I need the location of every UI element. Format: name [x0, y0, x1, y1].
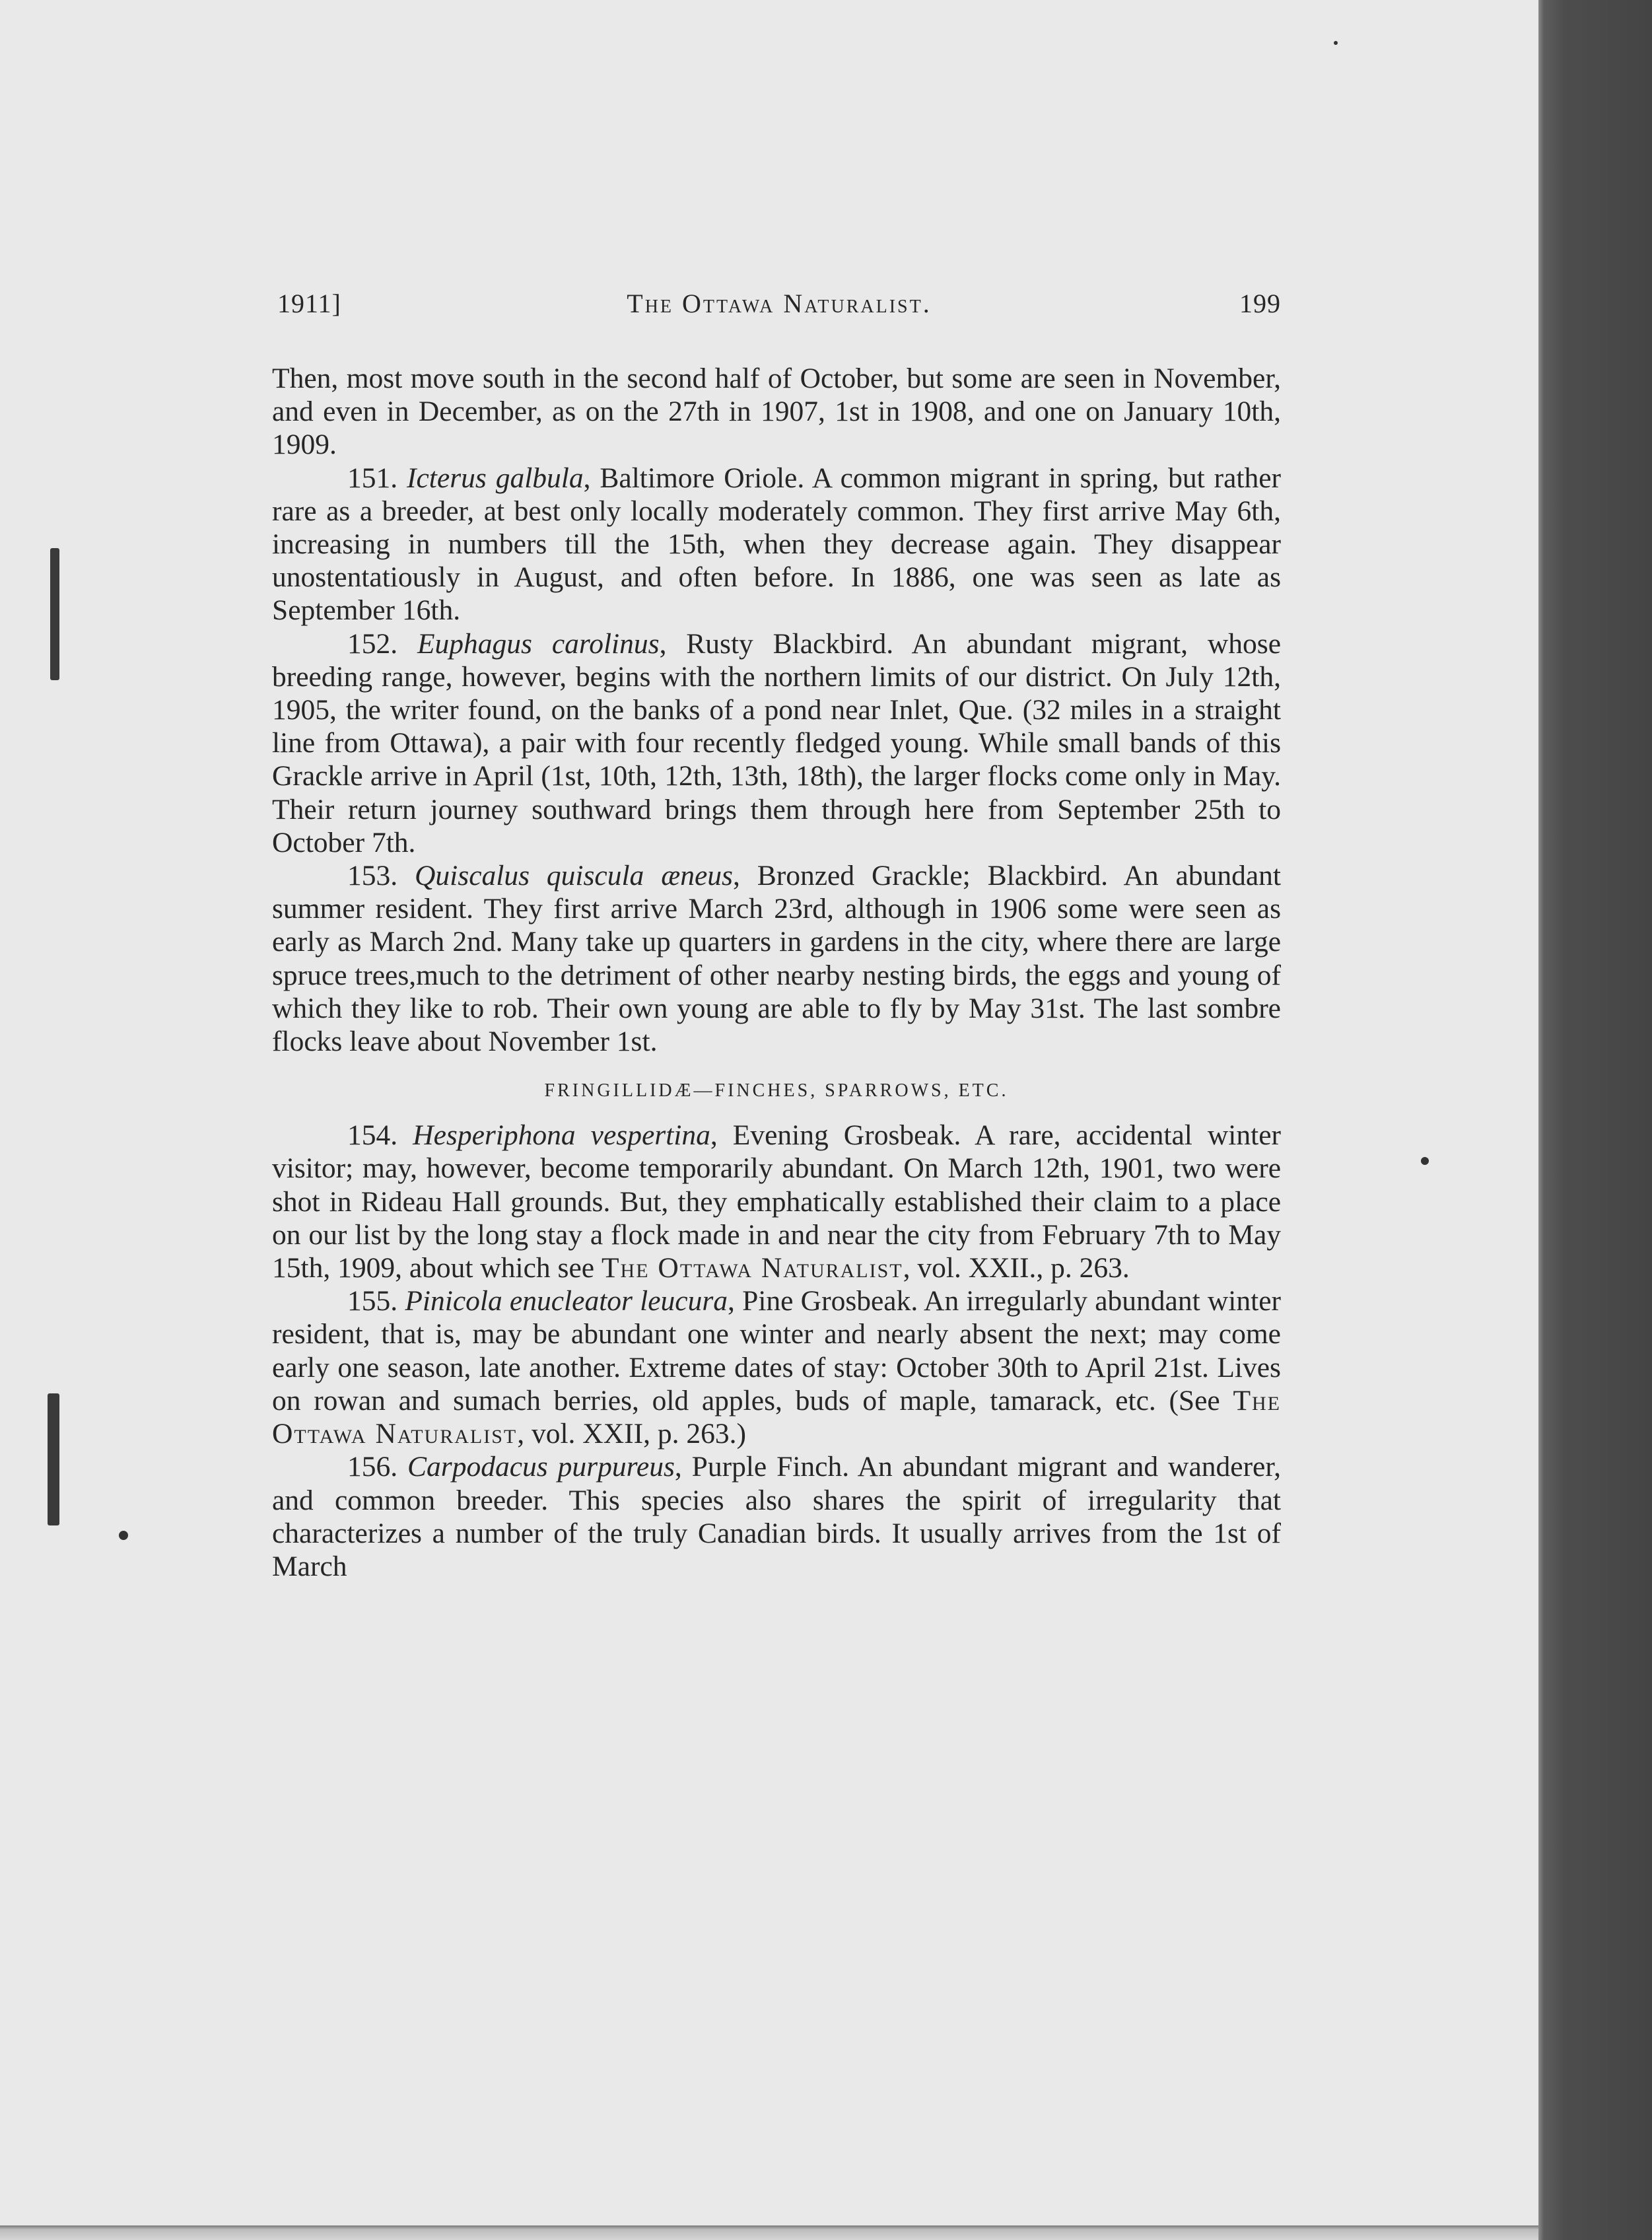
common-name: , Evening Grosbeak.	[710, 1119, 961, 1152]
entry-number: 151.	[347, 462, 398, 494]
running-header	[277, 288, 1281, 328]
year-marker: 1911]	[277, 289, 341, 318]
binding-mark-top	[50, 548, 59, 680]
common-name: , Baltimore Oriole.	[583, 462, 805, 494]
species-entry-155	[272, 1284, 1281, 1450]
common-name: , Purple Finch.	[674, 1451, 850, 1483]
latin-name: Pinicola enucleator leucura	[405, 1285, 728, 1317]
binding-mark-bottom	[48, 1393, 59, 1525]
entry-number: 156.	[347, 1451, 398, 1483]
entry-text: An abundant migrant, whose breeding range, however, begins with the northern limits of our district. On July 12th, 1905, the writer found, on the banks of a pond near Inlet, Que. (32 miles in a straight line from Ottawa), a pair with four recently fledged young. While small bands of this Grackle arrive in April (1st, 10th, 12th, 13th, 18th), the larger flocks come only in May. Their return journey southward brings them through here from September 25th to October 7th.	[272, 627, 1282, 858]
entry-text: An abundant migrant and wanderer, and common breeder. This species also shares the spirit of irregularity that characterizes a number of the truly Canadian birds. It usually arrives from the 1st of March	[272, 1451, 1281, 1582]
scan-dark-edge	[1538, 0, 1652, 2240]
entry-text: A rare, accidental winter visitor; may, however, become temporarily abundant. On March 12th, 1901, two were shot in Rideau Hall grounds. But, they emphatically established their claim to a place on our list by the long stay a flock made in and near the city from February 7th to May 15th, 1909, about which see	[272, 1119, 1282, 1284]
page-number: 199	[1239, 289, 1281, 318]
species-entry-151	[272, 462, 1281, 627]
latin-name: Quiscalus quiscula æneus	[415, 860, 733, 892]
speck	[119, 1531, 128, 1540]
entry-number: 155.	[347, 1285, 398, 1317]
latin-name: Hesperiphona vespertina	[413, 1119, 710, 1152]
latin-name: Icterus galbula	[407, 462, 584, 494]
species-entry-153	[272, 859, 1281, 1058]
entry-number: 154.	[347, 1119, 398, 1152]
speck	[1421, 1157, 1429, 1165]
latin-name: Euphagus carolinus	[417, 627, 660, 660]
common-name: , Rusty Blackbird.	[659, 627, 894, 660]
common-name: , Bronzed Grackle; Blackbird.	[732, 860, 1109, 892]
entry-number: 152.	[347, 627, 398, 660]
journal-title: The Ottawa Naturalist.	[627, 289, 932, 318]
species-entry-154	[272, 1119, 1281, 1284]
entry-number: 153.	[347, 860, 398, 892]
entry-text: An irregularly abundant winter resident, that is, may be abundant one winter and nearly absent the next; may come early one season, late another. Extreme dates of stay: October 30th to April 21st. Lives on rowan and sumach berries, old apples, buds of maple, tamarack, etc. (See	[272, 1285, 1281, 1417]
entry-text: A common migrant in spring, but rather rare as a breeder, at best only locally moderately common. They first arrive May 6th, increasing in numbers till the 15th, when they decrease again. They disappear unostentatiously in August, and often before. In 1886, one was seen as late as September 16th.	[272, 462, 1282, 627]
common-name: , Pine Grosbeak.	[728, 1285, 918, 1317]
latin-name: Carpodacus purpureus	[407, 1451, 675, 1483]
scan-bottom-edge	[0, 2225, 1538, 2240]
reference-tail: , vol. XXII, p. 263.)	[517, 1418, 746, 1450]
journal-reference: The Ottawa Naturalist	[272, 1384, 1281, 1450]
reference-tail: , vol. XXII., p. 263.	[903, 1252, 1130, 1284]
species-entry-156	[272, 1450, 1281, 1583]
continuation-paragraph: Then, most move south in the second half of October, but some are seen in November, and even in December, as on the 27th in 1907, 1st in 1908, and one on January 10th, 1909.	[272, 363, 1281, 461]
journal-reference: The Ottawa Naturalist	[601, 1252, 903, 1284]
speck	[1334, 41, 1338, 45]
body-text	[272, 362, 1281, 1583]
species-entry-152	[272, 627, 1281, 859]
entry-text: An abundant summer resident. They first arrive March 23rd, although in 1906 some were seen as early as March 2nd. Many take up quarters in gardens in the city, where there are large spruce trees,much to the detriment of other nearby nesting birds, the eggs and young of which they like to rob. Their own young are able to fly by May 31st. The last sombre flocks leave about November 1st.	[272, 860, 1281, 1058]
section-heading: FRINGILLIDÆ—FINCHES, SPARROWS, ETC.	[544, 1080, 1009, 1102]
